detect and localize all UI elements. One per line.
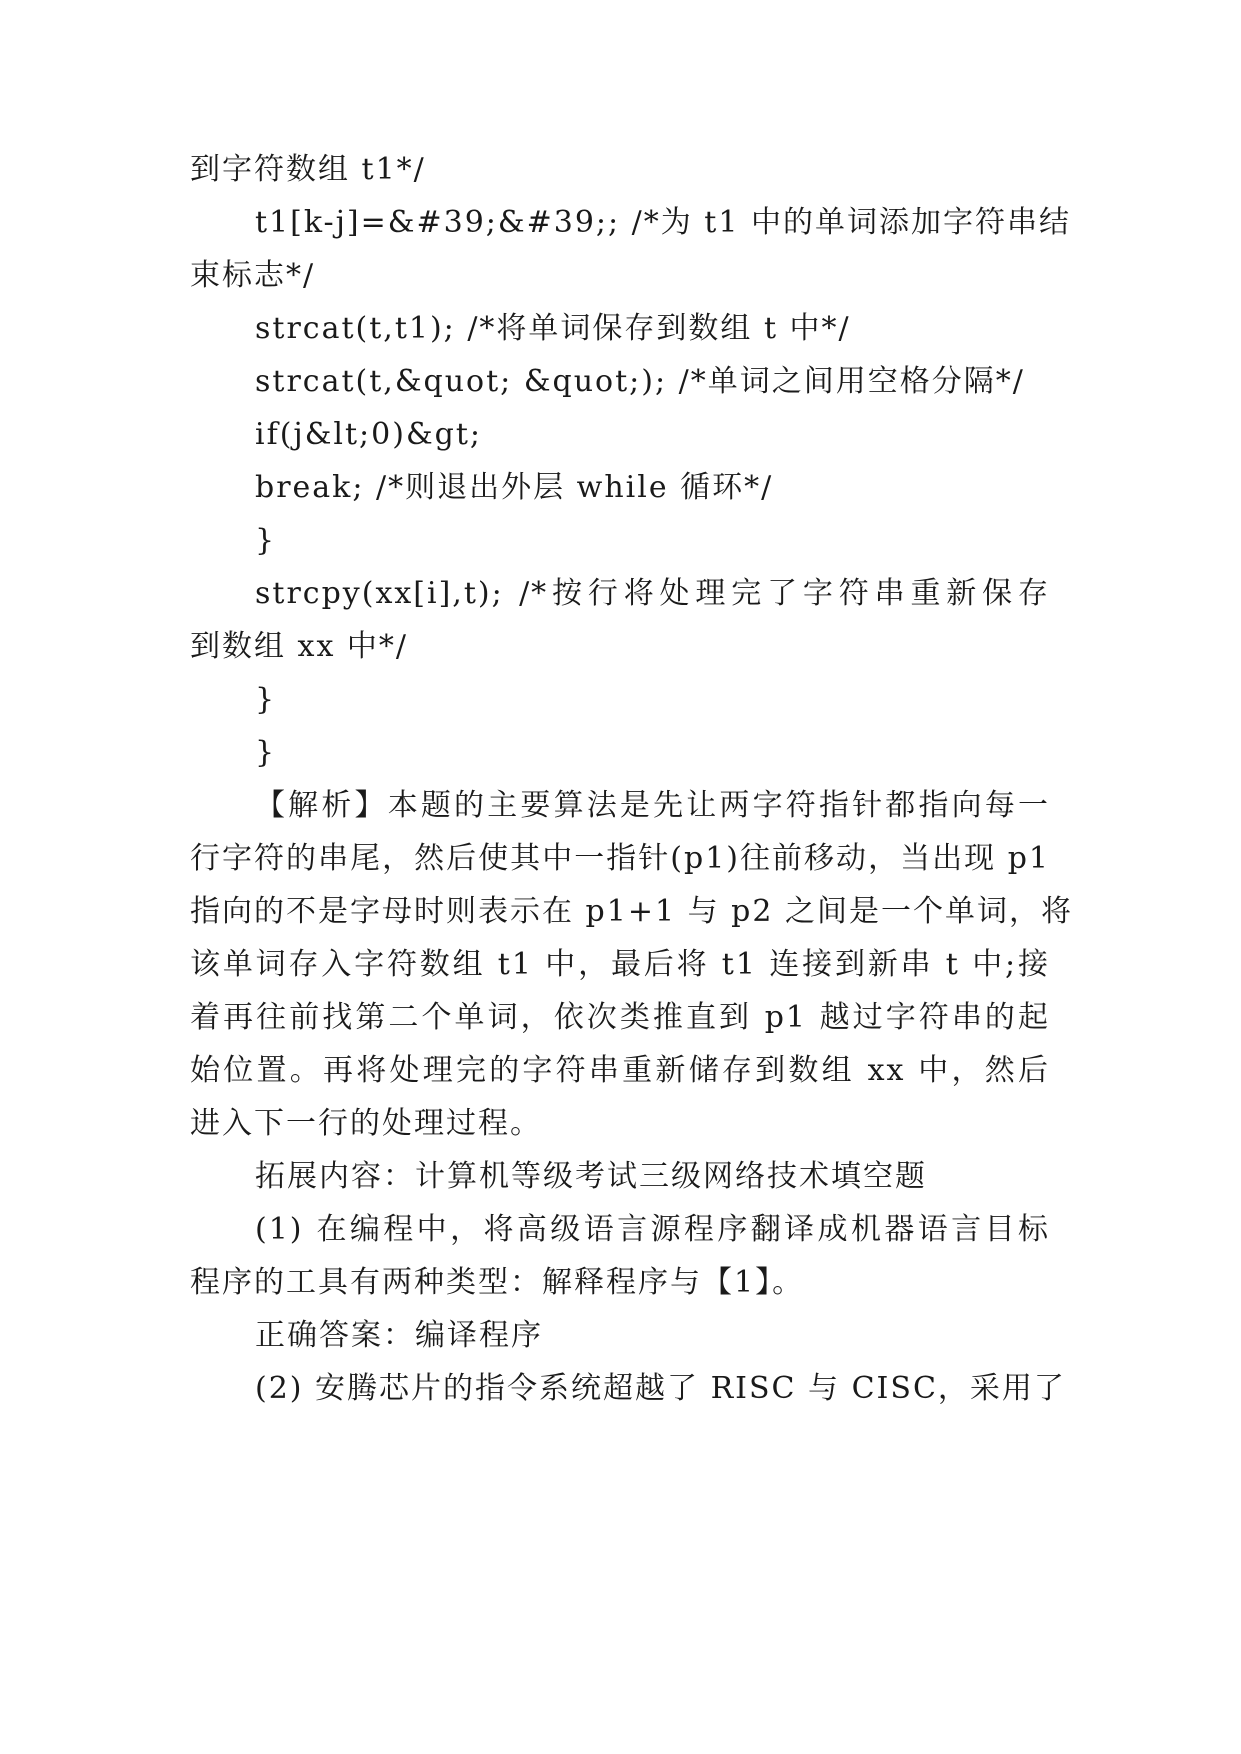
analysis-paragraph-line: 进入下一行的处理过程。	[190, 1106, 542, 1141]
analysis-paragraph-line: 始位置。再将处理完的字符串重新储存到数组 xx 中，然后	[190, 1053, 1050, 1088]
analysis-paragraph-line: 【解析】本题的主要算法是先让两字符指针都指向每一	[255, 788, 1050, 823]
analysis-paragraph-line: 行字符的串尾，然后使其中一指针(p1)往前移动，当出现 p1	[190, 841, 1050, 876]
analysis-paragraph-line: 指向的不是字母时则表示在 p1+1 与 p2 之间是一个单词，将	[190, 894, 1073, 929]
code-line: strcat(t,&quot; &quot;); /*单词之间用空格分隔*/	[255, 364, 1025, 399]
question-line: (2) 安腾芯片的指令系统超越了 RISC 与 CISC，采用了	[255, 1371, 1066, 1406]
code-line: if(j&lt;0)&gt;	[255, 417, 483, 452]
analysis-paragraph-line: 着再往前找第二个单词，依次类推直到 p1 越过字符串的起	[190, 1000, 1050, 1035]
section-heading: 拓展内容：计算机等级考试三级网络技术填空题	[255, 1159, 927, 1194]
analysis-paragraph-line: 该单词存入字符数组 t1 中，最后将 t1 连接到新串 t 中;接	[190, 947, 1050, 982]
code-line: }	[255, 523, 277, 558]
text-line: 到数组 xx 中*/	[190, 629, 409, 664]
code-line: strcpy(xx[i],t); /*按行将处理完了字符串重新保存	[255, 576, 1050, 611]
code-line: strcat(t,t1); /*将单词保存到数组 t 中*/	[255, 311, 851, 346]
answer-line: 正确答案：编译程序	[255, 1318, 543, 1353]
code-line: }	[255, 735, 277, 770]
code-line: break; /*则退出外层 while 循环*/	[255, 470, 774, 505]
question-line: (1) 在编程中，将高级语言源程序翻译成机器语言目标	[255, 1212, 1050, 1247]
question-line: 程序的工具有两种类型：解释程序与【1】。	[190, 1265, 805, 1300]
code-line: t1[k-j]=&#39;&#39;; /*为 t1 中的单词添加字符串结	[255, 205, 1071, 240]
text-line: 束标志*/	[190, 258, 316, 293]
text-line: 到字符数组 t1*/	[190, 152, 426, 187]
code-line: }	[255, 682, 277, 717]
